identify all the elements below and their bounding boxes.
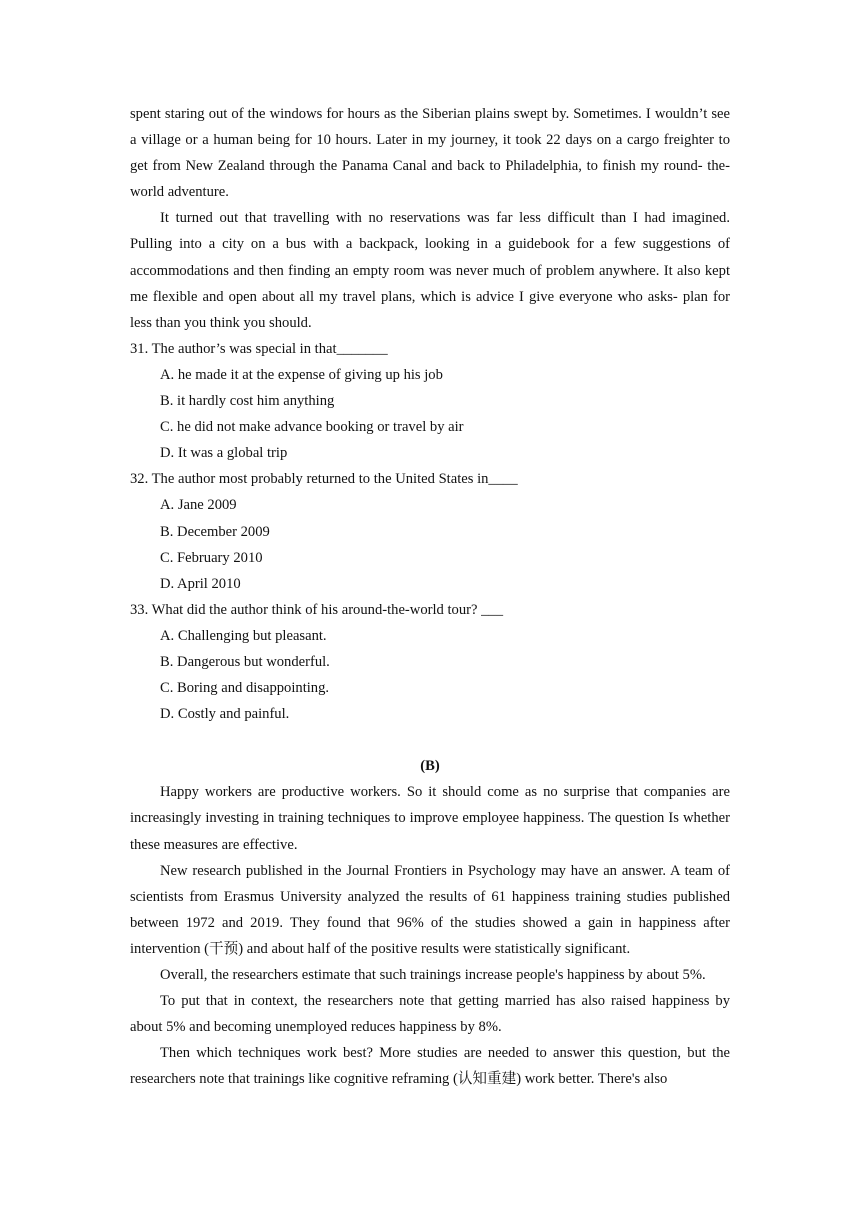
question-31-option-a: A. he made it at the expense of giving up his job — [160, 366, 443, 383]
passage-b-paragraph-5: Then which techniques work best? More studies are needed to answer this question, but the researchers note that trainings like cognitive reframing (认知重建) work better. There's also — [130, 1045, 730, 1088]
question-31-stem: 31. The author’s was special in that_______ — [130, 340, 388, 357]
question-32-option-a: A. Jane 2009 — [160, 497, 237, 514]
question-33-option-a: A. Challenging but pleasant. — [160, 627, 327, 644]
passage-b-paragraph-4: To put that in context, the researchers note that getting married has also raised happiness by about 5% and becoming unemployed reduces happiness by 8%. — [130, 993, 730, 1036]
passage-b-paragraph-3: Overall, the researchers estimate that such trainings increase people's happiness by about 5%. — [160, 967, 706, 983]
question-31-option-d: D. It was a global trip — [160, 445, 288, 462]
question-32-option-d: D. April 2010 — [160, 575, 241, 592]
question-33-option-d: D. Costly and painful. — [160, 706, 290, 723]
page-content — [130, 101, 730, 1092]
question-33-option-c: C. Boring and disappointing. — [160, 680, 330, 697]
question-33-stem: 33. What did the author think of his around-the-world tour? ___ — [130, 601, 504, 618]
passage-b-paragraph-2: New research published in the Journal Frontiers in Psychology may have an answer. A team of scientists from Erasmus University analyzed the results of 61 happiness training studies published between 1972 and 2019. They found that 96% of the studies showed a gain in happiness after intervention (干预) and about half of the positive results were statistically significant. — [130, 862, 730, 957]
passage-a-paragraph-2: It turned out that travelling with no reservations was far less difficult than I had imagined. Pulling into a city on a bus with a backpack, looking in a guidebook for a few suggestions of accommodations and then finding an empty room was never much of problem anywhere. It also kept me flexible and open about all my travel plans, which is advice I give everyone who asks- plan for less than you think you should. — [130, 210, 730, 331]
question-33-option-b: B. Dangerous but wonderful. — [160, 653, 330, 670]
passage-a-paragraph-1: spent staring out of the windows for hours as the Siberian plains swept by. Sometimes. I wouldn’t see a village or a human being for 10 hours. Later in my journey, it took 22 days on a cargo freighter to get from New Zealand through the Panama Canal and back to Philadelphia, to finish my round- the- world adventure. — [130, 106, 730, 201]
question-31-option-b: B. it hardly cost him anything — [160, 393, 335, 410]
question-32-option-b: B. December 2009 — [160, 523, 270, 540]
section-spacer — [130, 727, 730, 753]
question-31-option-c: C. he did not make advance booking or travel by air — [160, 419, 464, 436]
question-32-stem: 32. The author most probably returned to the United States in____ — [130, 471, 518, 488]
section-b-title: (B) — [420, 758, 440, 775]
passage-b-paragraph-1: Happy workers are productive workers. So it should come as no surprise that companies are increasingly investing in training techniques to improve employee happiness. The question Is whether these measures are effective. — [130, 784, 730, 853]
question-32-option-c: C. February 2010 — [160, 549, 263, 566]
